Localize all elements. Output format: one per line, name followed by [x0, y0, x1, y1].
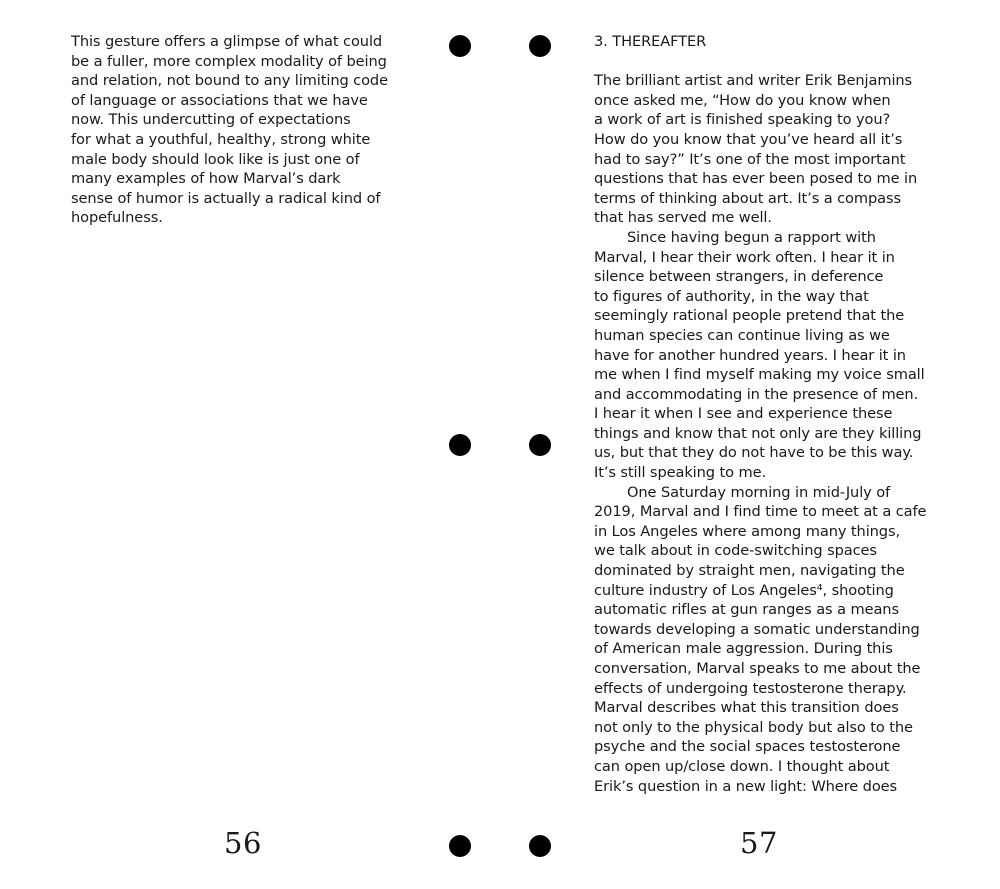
text-line: human species can continue living as we [594, 326, 890, 344]
text-line: conversation, Marval speaks to me about the [594, 660, 921, 677]
text-line: dominated by straight men, navigating the [594, 562, 905, 580]
text-line: in Los Angeles where among many things, [594, 522, 901, 540]
text-line: a work of art is finished speaking to you? [594, 111, 891, 129]
paragraph-first-line: Since having begun a rapport with [627, 228, 876, 246]
page-number-right: 57 [740, 826, 778, 860]
text-line: had to say?” It’s one of the most important [594, 150, 906, 168]
gutter-dot-middle-left [449, 434, 471, 456]
text-line: not only to the physical body but also to the [594, 718, 913, 736]
text-line: terms of thinking about art. It’s a compass [594, 189, 902, 207]
gutter-dot-bottom-left [449, 835, 471, 857]
text-line: It’s still speaking to me. [594, 464, 767, 482]
text-line: silence between strangers, in deference [594, 268, 884, 286]
text-line: many examples of how Marval’s dark [71, 170, 341, 188]
text-line: The brilliant artist and writer Erik Benjamins [594, 72, 913, 90]
text-line: Marval describes what this transition does [594, 699, 899, 717]
text-line: and relation, not bound to any limiting code [71, 72, 388, 90]
heading-spacer [594, 52, 939, 72]
gutter-dot-top-right [529, 35, 551, 57]
page-number-left: 56 [224, 826, 262, 860]
text-line: This gesture offers a glimpse of what could [71, 33, 383, 50]
text-line: automatic rifles at gun ranges as a means [594, 601, 899, 619]
text-line: to figures of authority, in the way that [594, 287, 869, 305]
text-line: for what a youthful, healthy, strong white [71, 130, 371, 148]
text-line: of language or associations that we have [71, 91, 368, 109]
text-line: can open up/close down. I thought about [594, 757, 890, 775]
gutter-dot-top-left [449, 35, 471, 57]
text-line: questions that has ever been posed to me in [594, 170, 918, 188]
paragraph-first-line: One Saturday morning in mid-July of [627, 483, 891, 501]
section-heading: 3. THEREAFTER [594, 33, 707, 50]
text-line: and accommodating in the presence of men. [594, 385, 919, 403]
text-line: 2019, Marval and I find time to meet at a cafe [594, 503, 927, 521]
text-line: culture industry of Los Angeles⁴, shooting [594, 581, 894, 599]
text-line: psyche and the social spaces testosterone [594, 738, 901, 756]
gutter-dot-middle-right [529, 434, 551, 456]
left-page-body [71, 32, 411, 228]
text-line: be a fuller, more complex modality of being [71, 52, 387, 70]
gutter-dot-bottom-right [529, 835, 551, 857]
text-line: now. This undercutting of expectations [71, 111, 351, 129]
text-line: towards developing a somatic understanding [594, 620, 920, 638]
text-line: seemingly rational people pretend that the [594, 307, 905, 325]
text-line: hopefulness. [71, 209, 163, 227]
text-line: once asked me, “How do you know when [594, 91, 891, 109]
text-line: of American male aggression. During this [594, 640, 893, 658]
text-line: we talk about in code-switching spaces [594, 542, 877, 560]
text-line: that has served me well. [594, 209, 772, 227]
text-line: male body should look like is just one of [71, 150, 360, 168]
text-line: How do you know that you’ve heard all it’s [594, 130, 903, 148]
text-line: effects of undergoing testosterone therapy. [594, 679, 907, 697]
text-line: us, but that they do not have to be this way. [594, 444, 914, 462]
text-line: I hear it when I see and experience these [594, 405, 893, 423]
right-page [500, 0, 1000, 889]
text-line: Marval, I hear their work often. I hear it in [594, 248, 895, 266]
text-line: have for another hundred years. I hear it in [594, 346, 906, 364]
text-line: things and know that not only are they killing [594, 424, 922, 442]
text-line: me when I find myself making my voice small [594, 366, 925, 384]
text-line: sense of humor is actually a radical kind of [71, 189, 381, 207]
right-page-body [594, 32, 939, 796]
text-line: Erik’s question in a new light: Where does [594, 777, 898, 795]
